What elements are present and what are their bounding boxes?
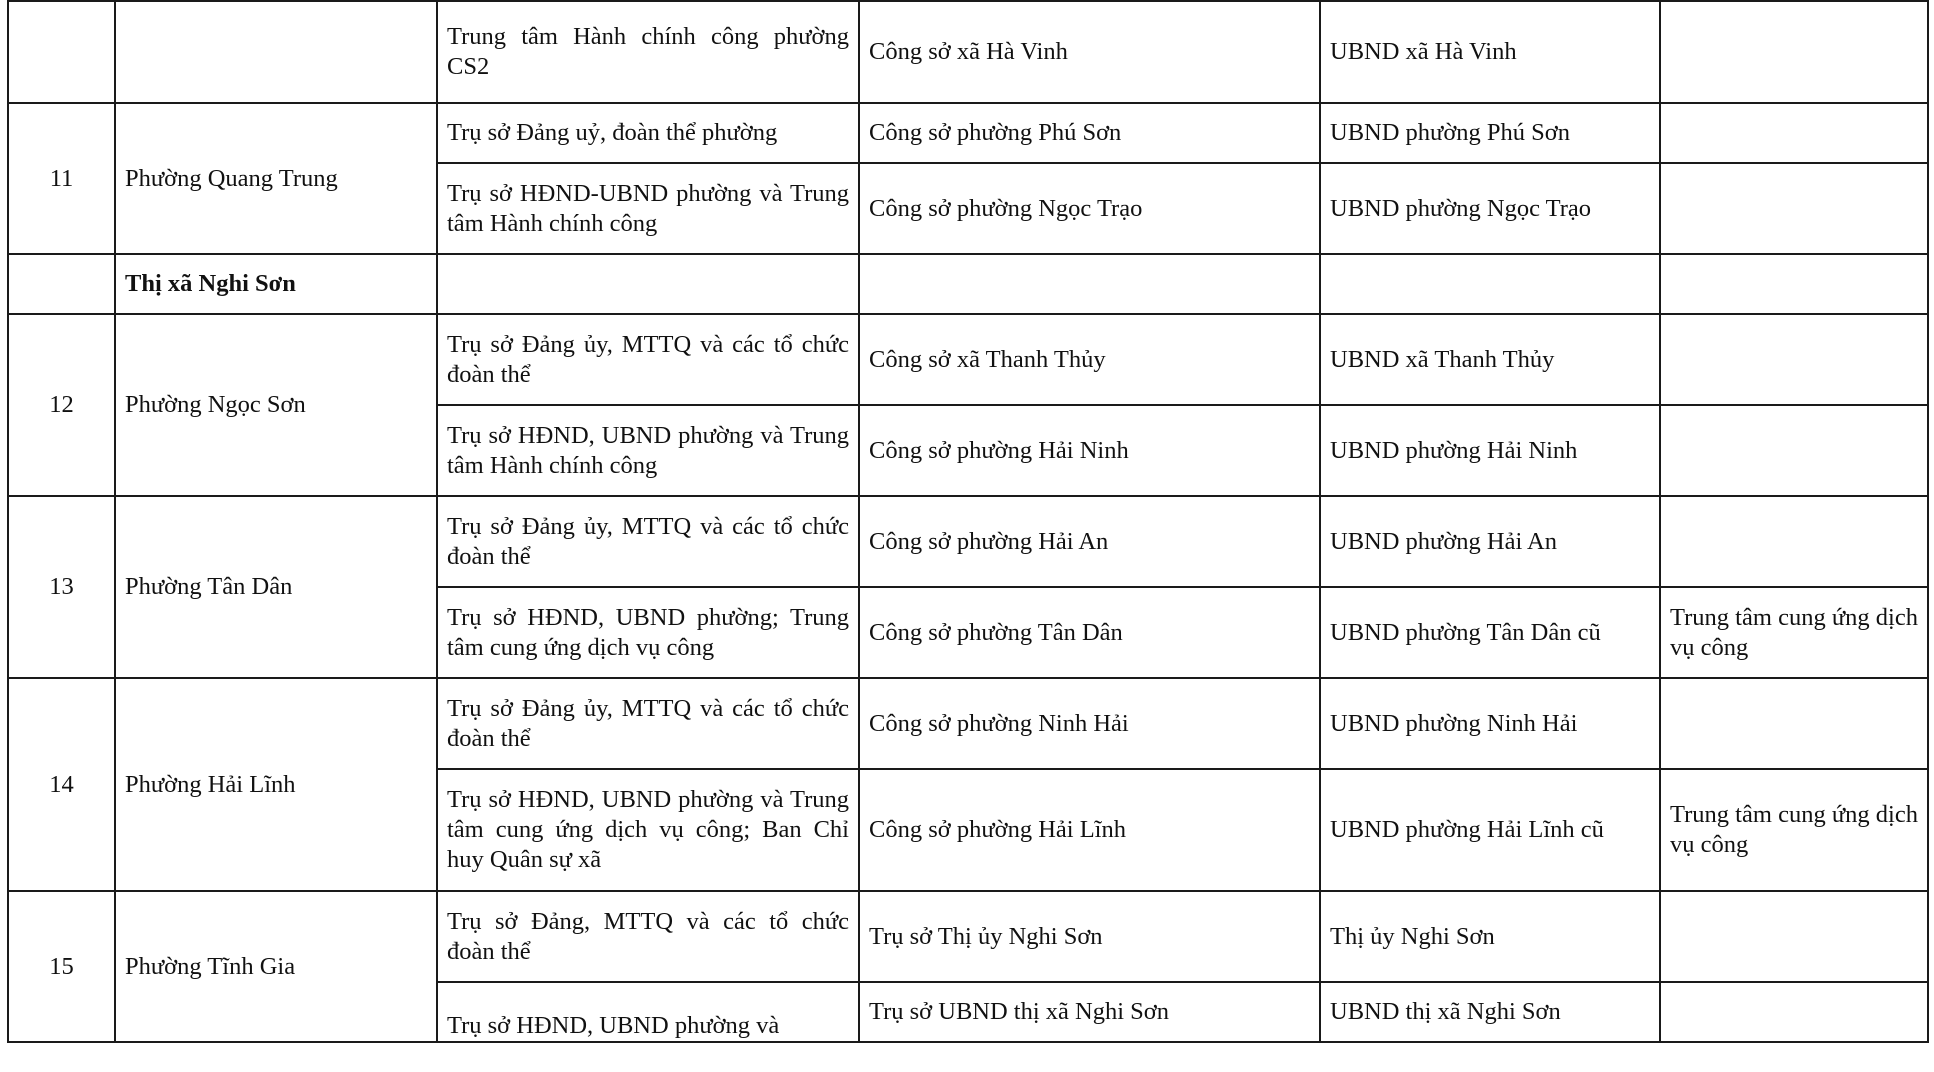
office-allocation-table xyxy=(7,0,1929,1043)
location-cell: Công sở phường Ninh Hải xyxy=(859,678,1320,769)
stt-cell: 12 xyxy=(8,314,115,496)
note-cell: Trung tâm cung ứng dịch vụ công xyxy=(1660,769,1928,891)
note-cell xyxy=(1660,891,1928,982)
facility-cell: Trụ sở HĐND, UBND phường; Trung tâm cung ứng dịch vụ công xyxy=(437,587,859,678)
table-row xyxy=(8,891,1928,982)
note-cell xyxy=(1660,496,1928,587)
unit-cell: Phường Tĩnh Gia xyxy=(115,891,437,1042)
facility-cell: Trụ sở Đảng ủy, MTTQ và các tổ chức đoàn thể xyxy=(437,314,859,405)
note-cell xyxy=(1660,678,1928,769)
origin-cell: UBND phường Hải Lĩnh cũ xyxy=(1320,769,1660,891)
origin-cell: UBND thị xã Nghi Sơn xyxy=(1320,982,1660,1042)
origin-cell: Thị ủy Nghi Sơn xyxy=(1320,891,1660,982)
note-cell xyxy=(1660,982,1928,1042)
facility-cell: Trụ sở Đảng ủy, MTTQ và các tổ chức đoàn thể xyxy=(437,678,859,769)
unit-cell: Phường Tân Dân xyxy=(115,496,437,678)
table-row xyxy=(8,678,1928,769)
facility-cell: Trụ sở HĐND, UBND phường và Trung tâm cung ứng dịch vụ công; Ban Chỉ huy Quân sự xã xyxy=(437,769,859,891)
facility-cell xyxy=(437,254,859,314)
origin-cell: UBND xã Thanh Thủy xyxy=(1320,314,1660,405)
table-row xyxy=(8,1,1928,103)
origin-cell: UBND phường Hải Ninh xyxy=(1320,405,1660,496)
unit-cell: Phường Hải Lĩnh xyxy=(115,678,437,891)
unit-cell: Phường Ngọc Sơn xyxy=(115,314,437,496)
note-cell xyxy=(1660,103,1928,163)
location-cell: Công sở phường Hải Lĩnh xyxy=(859,769,1320,891)
table-row xyxy=(8,103,1928,163)
section-title: Thị xã Nghi Sơn xyxy=(115,254,437,314)
location-cell: Trụ sở UBND thị xã Nghi Sơn xyxy=(859,982,1320,1042)
location-cell: Công sở xã Hà Vinh xyxy=(859,1,1320,103)
stt-cell: 15 xyxy=(8,891,115,1042)
location-cell: Công sở phường Phú Sơn xyxy=(859,103,1320,163)
origin-cell: UBND phường Phú Sơn xyxy=(1320,103,1660,163)
note-cell: Trung tâm cung ứng dịch vụ công xyxy=(1660,587,1928,678)
origin-cell: UBND phường Tân Dân cũ xyxy=(1320,587,1660,678)
facility-cell: Trụ sở HĐND, UBND phường và xyxy=(437,982,859,1042)
facility-cell: Trụ sở Đảng, MTTQ và các tổ chức đoàn thể xyxy=(437,891,859,982)
stt-cell: 11 xyxy=(8,103,115,254)
origin-cell: UBND phường Ngọc Trạo xyxy=(1320,163,1660,254)
location-cell: Công sở phường Tân Dân xyxy=(859,587,1320,678)
location-cell: Công sở phường Hải Ninh xyxy=(859,405,1320,496)
origin-cell: UBND xã Hà Vinh xyxy=(1320,1,1660,103)
origin-cell: UBND phường Hải An xyxy=(1320,496,1660,587)
facility-cell: Trụ sở Đảng ủy, MTTQ và các tổ chức đoàn thể xyxy=(437,496,859,587)
note-cell xyxy=(1660,254,1928,314)
table-row xyxy=(8,314,1928,405)
section-row xyxy=(8,254,1928,314)
stt-cell xyxy=(8,254,115,314)
facility-cell: Trung tâm Hành chính công phường CS2 xyxy=(437,1,859,103)
unit-cell: Phường Quang Trung xyxy=(115,103,437,254)
origin-cell xyxy=(1320,254,1660,314)
location-cell: Công sở phường Hải An xyxy=(859,496,1320,587)
note-cell xyxy=(1660,405,1928,496)
note-cell xyxy=(1660,1,1928,103)
table-row xyxy=(8,496,1928,587)
location-cell xyxy=(859,254,1320,314)
stt-cell xyxy=(8,1,115,103)
location-cell: Công sở xã Thanh Thủy xyxy=(859,314,1320,405)
stt-cell: 13 xyxy=(8,496,115,678)
unit-cell xyxy=(115,1,437,103)
facility-cell: Trụ sở Đảng uỷ, đoàn thể phường xyxy=(437,103,859,163)
location-cell: Trụ sở Thị ủy Nghi Sơn xyxy=(859,891,1320,982)
origin-cell: UBND phường Ninh Hải xyxy=(1320,678,1660,769)
note-cell xyxy=(1660,314,1928,405)
stt-cell: 14 xyxy=(8,678,115,891)
note-cell xyxy=(1660,163,1928,254)
facility-cell: Trụ sở HĐND, UBND phường và Trung tâm Hành chính công xyxy=(437,405,859,496)
facility-cell: Trụ sở HĐND-UBND phường và Trung tâm Hành chính công xyxy=(437,163,859,254)
location-cell: Công sở phường Ngọc Trạo xyxy=(859,163,1320,254)
